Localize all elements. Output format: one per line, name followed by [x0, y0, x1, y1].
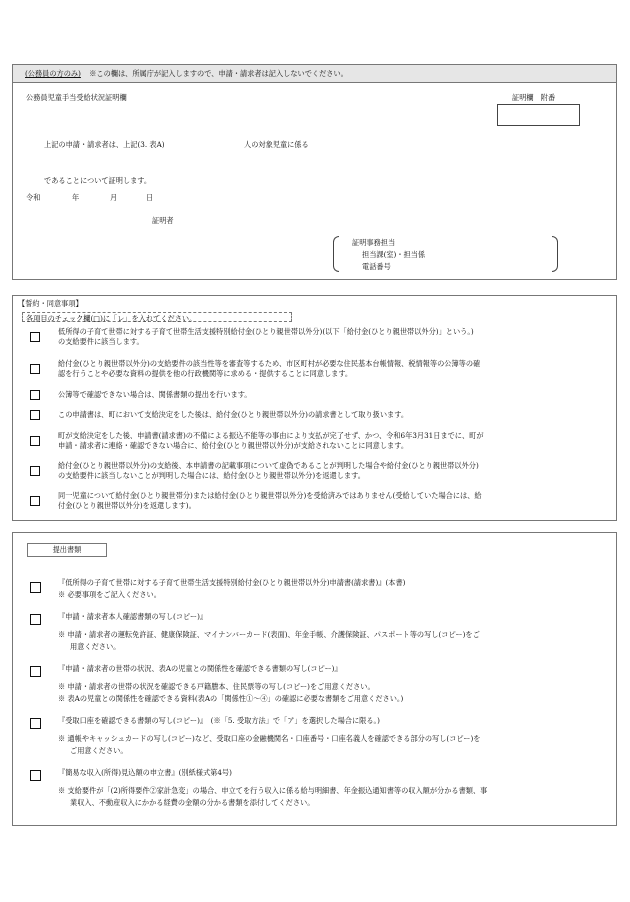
cert-number-label: 証明欄 附番: [512, 93, 556, 102]
pledge-item-2: 給付金(ひとり親世帯以外分)の支給要件の該当性等を審査等するため、市区町村が必要な住民基本台帳情報、税情報等の公簿等の確 認を行うことや必要な資料の提供を他の行政機関等に求める・提供することに同意します。: [58, 359, 481, 379]
cert-number-box[interactable]: [497, 104, 580, 126]
contact-bracket-left: [333, 236, 339, 272]
official-section-header: [13, 65, 616, 83]
contact-dept: 担当課(室)・担当係: [362, 250, 426, 259]
certifier-label: 証明者: [152, 216, 174, 225]
official-section-note: ※この欄は、所属庁が記入しますので、申請・請求者は記入しないでください。: [89, 69, 348, 78]
pledge-item-1: 低所得の子育て世帯に対する子育て世帯生活支援特別給付金(ひとり親世帯以外分)(以下「給付金(ひとり親世帯以外分)」という。) の支給要件に該当します。: [58, 327, 474, 347]
pledge-checkbox-5[interactable]: [30, 436, 40, 446]
pledge-item-5: 町が支給決定をした後、申請書(請求書)の不備による振込不能等の事由により支払が完了せず、かつ、令和6年3月31日までに、町が 申請・請求者に連絡・確認できない場合に、給付金(ひとり親世帯以外分)が支給されないことに同意します。: [58, 431, 484, 451]
document-3-note-1: ※ 申請・請求者の世帯の状況を確認できる戸籍謄本、住民票等の写し(コピー)をご用意ください。: [58, 682, 375, 691]
document-5-title: 『簡易な収入(所得)見込額の申立書』(別紙様式第4号): [58, 768, 232, 777]
pledge-checkbox-1[interactable]: [30, 332, 40, 342]
contact-phone: 電話番号: [362, 262, 391, 271]
cert-line-2: であることについて証明します。: [44, 176, 152, 185]
document-checkbox-5[interactable]: [30, 770, 41, 781]
documents-section: [12, 532, 617, 826]
document-checkbox-1[interactable]: [30, 582, 41, 593]
document-1-title: 『低所得の子育て世帯に対する子育て世帯生活支援特別給付金(ひとり親世帯以外分)申請書(請求書)』(本書): [58, 578, 406, 587]
pledge-title: 【誓約・同意事項】: [18, 299, 83, 308]
pledge-checkbox-6[interactable]: [30, 466, 40, 476]
document-3-title: 『申請・請求者の世帯の状況、表Aの児童との関係性を確認できる書類の写し(コピー)』: [58, 664, 342, 673]
official-section-title: 公務員児童手当受給状況証明欄: [26, 93, 127, 102]
pledge-item-4: この申請書は、町において支給決定をした後は、給付金(ひとり親世帯以外分)の請求書として取り扱います。: [58, 410, 409, 419]
officials-only-label: (公務員の方のみ): [25, 69, 81, 78]
day-label: 日: [146, 193, 154, 202]
pledge-checkbox-3[interactable]: [30, 390, 40, 400]
era-label: 令和: [26, 193, 41, 202]
document-5-note-2: 業収入、不動産収入にかかる経費の金額の分かる書類を添付してください。: [70, 798, 315, 807]
document-2-title: 『申請・請求者本人確認書類の写し(コピー)』: [58, 612, 208, 621]
contact-bracket-right: [552, 236, 558, 272]
pledge-checkbox-4[interactable]: [30, 410, 40, 420]
document-4-note-2: ご用意ください。: [70, 746, 128, 755]
document-checkbox-2[interactable]: [30, 614, 41, 625]
pledge-item-6: 給付金(ひとり親世帯以外分)の支給後、本申請書の記載事項について虚偽であることが判明した場合や給付金(ひとり親世帯以外分) の支給要件に該当しないことが判明した場合には、給付金(ひとり親世帯以外分)を返還します。: [58, 461, 479, 481]
document-4-note-1: ※ 通帳やキャッシュカードの写し(コピー)など、受取口座の金融機関名・口座番号・口座名義人を確認できる部分の写し(コピー)を: [58, 734, 481, 743]
pledge-instruction: 各項目のチェック欄(□)に「レ」を入れてください。: [22, 312, 292, 322]
cert-line-1-suffix: 人の対象児童に係る: [244, 140, 309, 149]
month-label: 月: [110, 193, 118, 202]
document-checkbox-4[interactable]: [30, 718, 41, 729]
pledge-checkbox-2[interactable]: [30, 364, 40, 374]
year-label: 年: [72, 193, 80, 202]
cert-line-1: 上記の申請・請求者は、上記(3. 表A): [44, 140, 165, 149]
document-4-title: 『受取口座を確認できる書類の写し(コピー)』 (※「5. 受取方法」で「ア」を選択した場合に限る。): [58, 716, 380, 725]
pledge-checkbox-7[interactable]: [30, 496, 40, 506]
documents-title: 提出書類: [27, 543, 107, 557]
document-checkbox-3[interactable]: [30, 666, 41, 677]
contact-title: 証明事務担当: [352, 238, 396, 247]
document-2-note-1: ※ 申請・請求者の運転免許証、健康保険証、マイナンバーカード(表面)、年金手帳、介護保険証、パスポート等の写し(コピー)をご: [58, 630, 480, 639]
document-1-note: ※ 必要事項をご記入ください。: [58, 590, 161, 599]
pledge-item-7: 同一児童について給付金(ひとり親世帯分)または給付金(ひとり親世帯以外分)を受給済みではありません(受給していた場合には、給 付金(ひとり親世帯以外分)を返還します)。: [58, 491, 482, 511]
document-3-note-2: ※ 表Aの児童との関係性を確認できる資料(表Aの「関係性①～④」の確認に必要な書類をご用意ください。): [58, 694, 404, 703]
pledge-item-3: 公簿等で確認できない場合は、関係書類の提出を行います。: [58, 390, 252, 399]
document-2-note-2: 用意ください。: [70, 642, 121, 651]
document-5-note-1: ※ 支給要件が「(2)所得要件②家計急変」の場合、申立てを行う収入に係る給与明細書、年金振込通知書等の収入額が分かる書類、事: [58, 786, 488, 795]
